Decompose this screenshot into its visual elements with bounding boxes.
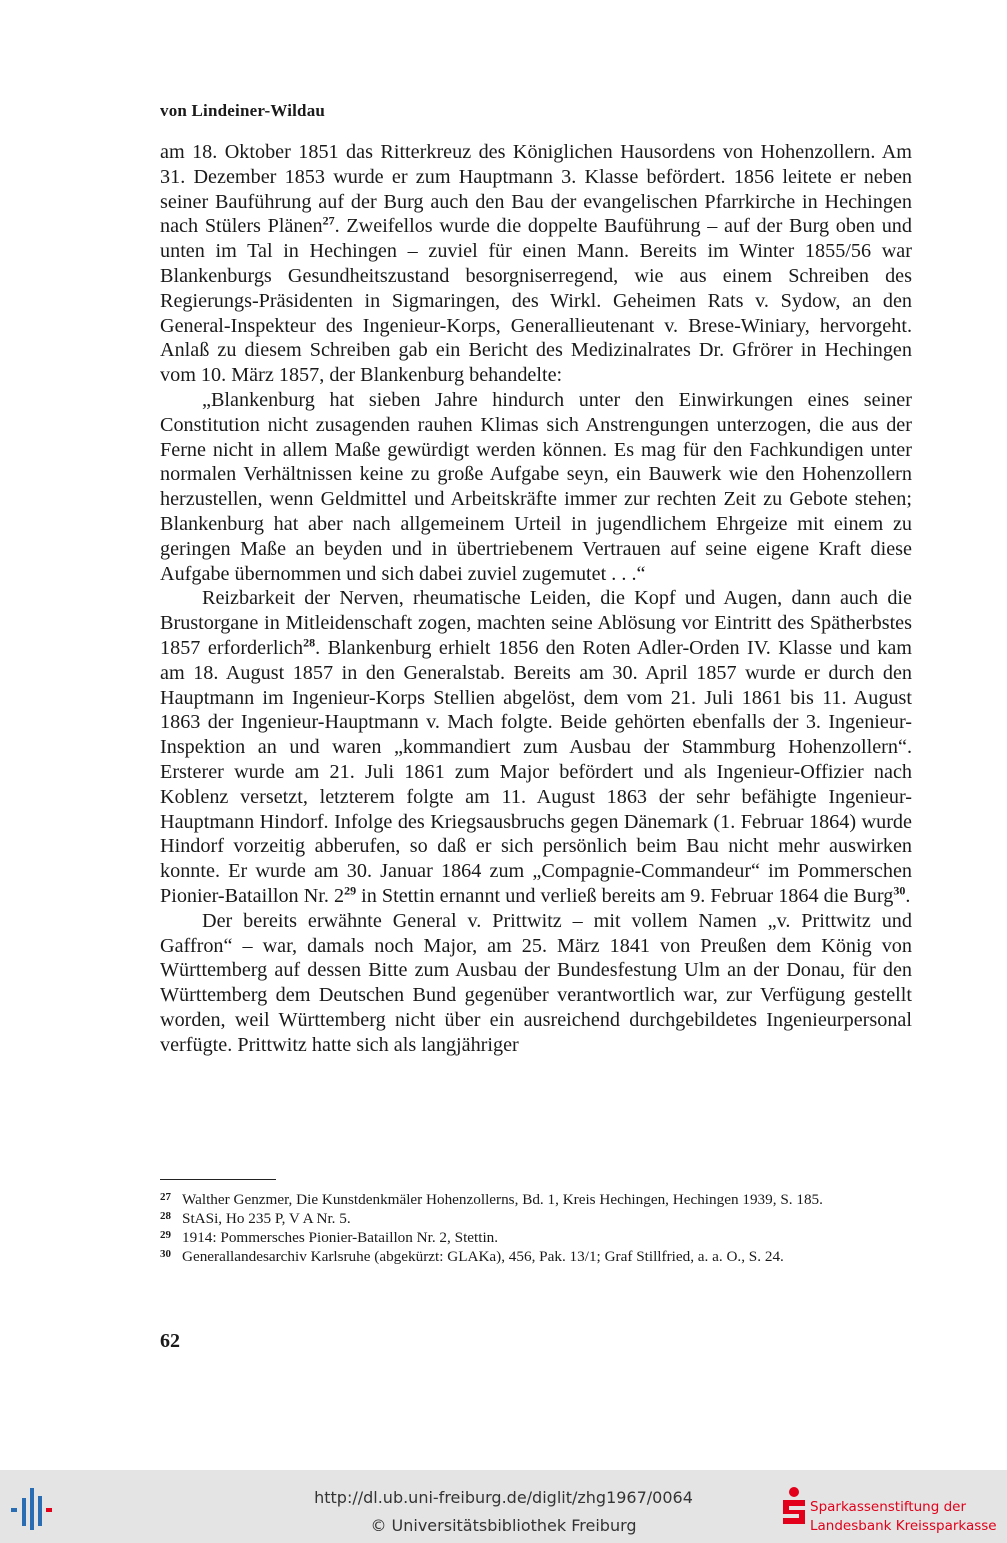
footnote-number: 27	[160, 1191, 171, 1203]
footnote-text: Generallandesarchiv Karlsruhe (abgekürzt: GLAKa), 456, Pak. 13/1; Graf Stillfried, a. a. O., S. 24.	[182, 1248, 784, 1265]
paragraph	[160, 140, 912, 388]
footer-url-link[interactable]: http://dl.ub.uni-freiburg.de/diglit/zhg1967/0064	[314, 1488, 693, 1507]
sparkasse-logo-icon	[780, 1486, 808, 1526]
footnote	[160, 1247, 912, 1266]
footnote	[160, 1190, 912, 1209]
body-text	[160, 140, 912, 1057]
paragraph-text: .	[905, 884, 911, 907]
sponsor-block[interactable]	[780, 1484, 1005, 1534]
footnote-reference[interactable]: 27	[322, 213, 335, 228]
running-head: von Lindeiner-Wildau	[160, 101, 326, 120]
paragraph-text: in Stettin ernannt und verließ bereits am 9. Februar 1864 die Burg	[356, 884, 894, 907]
footnote-reference[interactable]: 28	[303, 635, 316, 650]
footnote	[160, 1209, 912, 1228]
page-number: 62	[160, 1330, 180, 1352]
footnotes	[160, 1190, 912, 1266]
footnote-number: 30	[160, 1248, 171, 1260]
paragraph	[160, 909, 912, 1058]
footnote-reference[interactable]: 30	[893, 883, 906, 898]
footnote-text: StASi, Ho 235 P, V A Nr. 5.	[182, 1210, 351, 1227]
footer-bar	[0, 1470, 1007, 1543]
sponsor-line-2: Landesbank Kreissparkasse	[810, 1518, 997, 1534]
paragraph-text: . Zweifellos wurde die doppelte Bauführung – auf der Burg oben und unten im Tal in Hechingen – zuviel für einen Mann. Bereits im Winter 1855/56 war Blankenburgs Gesundheitszustand besorgniserregend, wie aus einem Schreiben des Regierungs-Präsidenten in Sigmaringen, des Wirkl. Geheimen Rats v. Sydow, an den General-Inspekteur des Ingenieur-Korps, Generallieutenant v. Brese-Winiary, hervorgeht. Anlaß zu diesem Schreiben gab ein Bericht des Medizinalrates Dr. Gfrörer in Hechingen vom 10. März 1857, der Blankenburg behandelte:	[160, 215, 912, 387]
paragraph-text: Der bereits erwähnte General v. Prittwitz – mit vollem Namen „v. Prittwitz und Gaffron“ – war, damals noch Major, am 25. März 1841 von Preußen dem König von Württemberg auf dessen Bitte zum Ausbau der Bundesfestung Ulm an der Donau, für den Württemberg dem Deutschen Bund gegenüber verantwortlich war, zur Verfügung gestellt worden, weil Württemberg nicht über ein ausreichend durchgebildetes Ingenieurpersonal verfügte. Prittwitz hatte sich als langjähriger	[160, 909, 912, 1056]
footnote-text: 1914: Pommersches Pionier-Bataillon Nr. 2, Stettin.	[182, 1229, 499, 1246]
paragraph-text: „Blankenburg hat sieben Jahre hindurch unter den Einwirkungen eines seiner Constitution nicht zusagenden rauhen Klimas sich Anstrengungen unterzogen, die aus der Ferne nicht in allem Maße gewürdigt werden können. Es mag für den Fachkundigen unter normalen Verhältnissen keine zu große Aufgabe seyn, ein Bauwerk wie den Hohenzollern herzustellen, wenn Geldmittel und Arbeitskräfte immer zur rechten Zeit zu Gebote stehen; Blankenburg hat aber nach allgemeinem Urteil in jugendlichem Ehrgeize mit einem zu geringen Maße an beyden und in übertriebenem Vertrauen auf seine eigene Kraft diese Aufgabe übernommen und sich dabei zuviel zugemutet . . .“	[160, 388, 912, 585]
footnote-divider	[160, 1179, 276, 1180]
paragraph	[160, 586, 912, 908]
footer-copyright: © Universitätsbibliothek Freiburg	[370, 1516, 637, 1535]
sponsor-line-1: Sparkassenstiftung der	[810, 1499, 967, 1515]
footnote-text: Walther Genzmer, Die Kunstdenkmäler Hohenzollerns, Bd. 1, Kreis Hechingen, Hechingen 1939, S. 185.	[182, 1191, 823, 1208]
footnote-number: 28	[160, 1210, 171, 1222]
paragraph-text: Reizbarkeit der Nerven, rheumatische Leiden, die Kopf und Augen, dann auch die Brustorgane in Mitleidenschaft zogen, machten seine Ablösung vor Eintritt des Spätherbstes 1857 erforderlich	[160, 587, 912, 659]
paragraph-text: am 18. Oktober 1851 das Ritterkreuz des Königlichen Hausordens von Hohenzollern. Am 31. Dezember 1853 wurde er zum Hauptmann 3. Klasse befördert. 1856 leitete er neben seiner Bauführung auf der Burg auch den Bau der evangelischen Pfarrkirche in Hechingen nach Stülers Plänen	[160, 141, 912, 238]
footnote	[160, 1228, 912, 1247]
footnote-reference[interactable]: 29	[344, 883, 357, 898]
paragraph-text: . Blankenburg erhielt 1856 den Roten Adler-Orden IV. Klasse und kam am 18. August 1857 in den Generalstab. Bereits am 30. April 1857 wurde er durch den Hauptmann im Ingenieur-Korps Stellien abgelöst, dem vom 21. Juli 1861 bis 11. August 1863 der Ingenieur-Hauptmann v. Mach folgte. Beide gehörten ebenfalls der 3. Ingenieur-Inspektion an und waren „kommandiert zum Ausbau der Stammburg Hohenzollern“. Ersterer wurde am 21. Juli 1861 zum Major befördert und als Ingenieur-Offizier nach Koblenz versetzt, letzterem folgte am 11. August 1863 der sehr befähigte Ingenieur-Hauptmann Hindorf. Infolge des Kriegsausbruchs gegen Dänemark (1. Februar 1864) wurde Hindorf vorzeitig abberufen, so daß er sich persönlich beim Bau nicht mehr auswirken konnte. Er wurde am 30. Januar 1864 zum „Compagnie-Commandeur“ im Pommerschen Pionier-Bataillon Nr. 2	[160, 636, 912, 907]
paragraph	[160, 388, 912, 586]
footnote-number: 29	[160, 1229, 171, 1241]
